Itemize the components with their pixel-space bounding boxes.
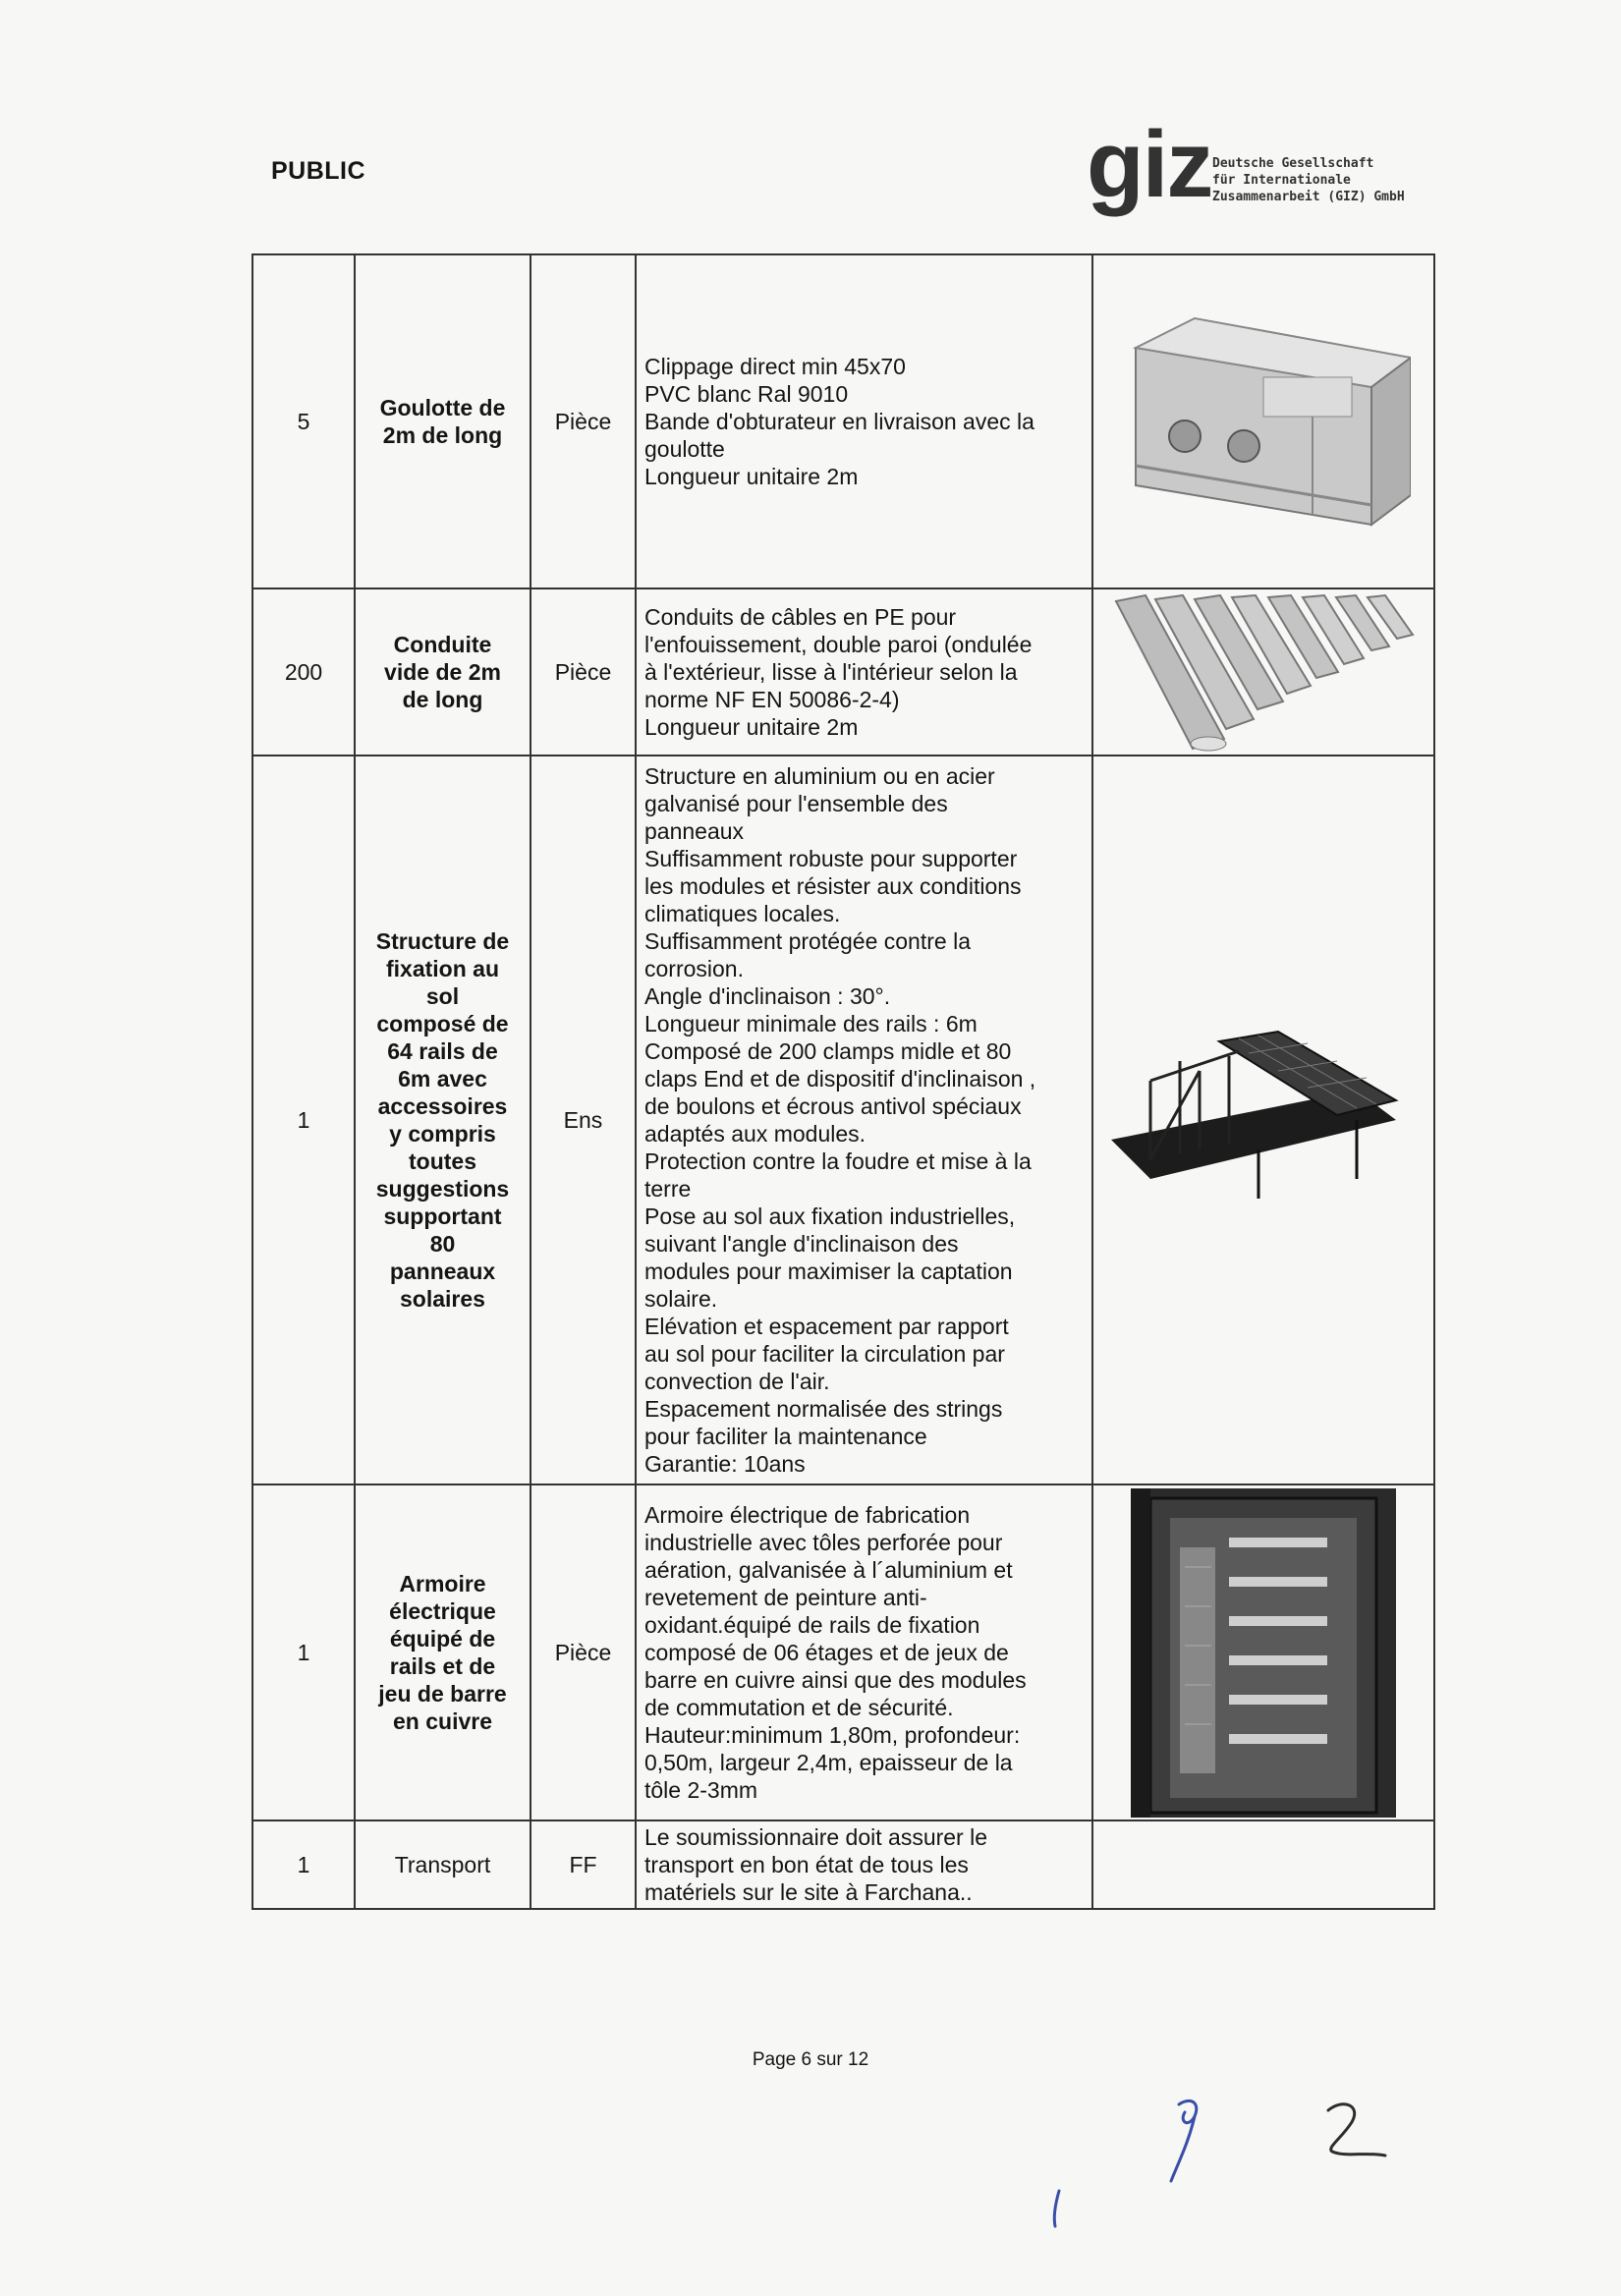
spec-line: Hauteur:minimum 1,80m, profondeur:: [644, 1722, 1021, 1748]
specification-cell: [636, 1484, 1092, 1820]
handwritten-initials: [1041, 2083, 1415, 2240]
spec-line: barre en cuivre ainsi que des modules: [644, 1667, 1027, 1693]
unit-cell: Pièce: [531, 1484, 636, 1820]
designation-cell: [355, 1484, 531, 1820]
page-number: Page 6 sur 12: [752, 2049, 869, 2070]
spec-line: composé de 06 étages et de jeux de: [644, 1640, 1009, 1665]
spec-line: Longueur minimale des rails : 6m: [644, 1011, 978, 1036]
unit-cell: FF: [531, 1820, 636, 1909]
spec-line: aération, galvanisée à l´aluminium et: [644, 1557, 1013, 1583]
spec-line: modules pour maximiser la captation: [644, 1259, 1013, 1284]
designation-line: supportant: [383, 1204, 502, 1229]
designation-cell: [355, 1820, 531, 1909]
spec-line: tôle 2-3mm: [644, 1777, 758, 1803]
spec-line: 0,50m, largeur 2,4m, epaisseur de la: [644, 1750, 1013, 1775]
logo-line: Zusammenarbeit (GIZ) GmbH: [1212, 190, 1405, 204]
spec-line: suivant l'angle d'inclinaison des: [644, 1231, 959, 1257]
spec-line: terre: [644, 1176, 692, 1202]
image-cell: [1092, 254, 1434, 588]
spec-line: galvanisé pour l'ensemble des: [644, 791, 948, 816]
spec-line: Bande d'obturateur en livraison avec la: [644, 409, 1034, 434]
designation-line: y compris: [389, 1121, 496, 1147]
quantity-cell: 1: [252, 756, 355, 1484]
table-row: [252, 1820, 1434, 1909]
table-row: [252, 1484, 1434, 1820]
designation-cell: [355, 254, 531, 588]
spec-line: climatiques locales.: [644, 901, 841, 926]
spec-line: l'enfouissement, double paroi (ondulée: [644, 632, 1033, 657]
designation-line: sol: [425, 983, 460, 1009]
table-row: [252, 588, 1434, 756]
designation-line: Structure de: [375, 928, 510, 954]
image-cell: [1092, 1484, 1434, 1820]
spec-line: PVC blanc Ral 9010: [644, 381, 849, 407]
designation-line: vide de 2m: [384, 659, 501, 685]
designation-line: en cuivre: [393, 1708, 492, 1734]
spec-line: de boulons et écrous antivol spéciaux: [644, 1093, 1022, 1119]
designation-line: de long: [402, 687, 483, 712]
spec-line: à l'extérieur, lisse à l'intérieur selon la: [644, 659, 1018, 685]
quantity-cell: 5: [252, 254, 355, 588]
designation-line: Goulotte de: [379, 395, 506, 420]
designation-line: jeu de barre: [378, 1681, 507, 1707]
spec-line: Pose au sol aux fixation industrielles,: [644, 1204, 1016, 1229]
designation-line: suggestions: [375, 1176, 510, 1202]
designation-line: 2m de long: [382, 422, 503, 448]
image-cell: [1092, 756, 1434, 1484]
spec-line: oxidant.équipé de rails de fixation: [644, 1612, 980, 1638]
spec-line: corrosion.: [644, 956, 744, 981]
classification-label: PUBLIC: [271, 157, 366, 185]
spec-line: Espacement normalisée des strings: [644, 1396, 1003, 1422]
specification-cell: [636, 756, 1092, 1484]
specification-cell: [636, 1820, 1092, 1909]
unit-cell: Ens: [531, 756, 636, 1484]
pe-conduit-pipes-photo: [1106, 591, 1421, 754]
spec-line: matériels sur le site à Farchana..: [644, 1879, 973, 1905]
designation-line: composé de: [376, 1011, 509, 1036]
spec-line: norme NF EN 50086-2-4): [644, 687, 900, 712]
spec-line: transport en bon état de tous les: [644, 1852, 969, 1877]
spec-line: Conduits de câbles en PE pour: [644, 604, 957, 630]
spec-line: revetement de peinture anti-: [644, 1585, 927, 1610]
spec-line: convection de l'air.: [644, 1369, 830, 1394]
spec-line: Garantie: 10ans: [644, 1451, 806, 1477]
designation-line: 64 rails de: [387, 1038, 498, 1064]
spec-line: Armoire électrique de fabrication: [644, 1502, 971, 1528]
designation-cell: [355, 756, 531, 1484]
designation-line: 80: [429, 1231, 456, 1257]
designation-line: solaires: [400, 1286, 485, 1312]
designation-line: Transport: [394, 1852, 491, 1877]
specification-cell: [636, 254, 1092, 588]
image-cell: [1092, 588, 1434, 756]
spec-line: au sol pour faciliter la circulation par: [644, 1341, 1005, 1367]
table-row: [252, 756, 1434, 1484]
spec-line: adaptés aux modules.: [644, 1121, 866, 1147]
spec-line: Suffisamment robuste pour supporter: [644, 846, 1018, 871]
quantity-cell: 1: [252, 1484, 355, 1820]
unit-cell: Pièce: [531, 588, 636, 756]
spec-line: Clippage direct min 45x70: [644, 354, 906, 379]
spec-line: Structure en aluminium ou en acier: [644, 763, 995, 789]
spec-line: de commutation et de sécurité.: [644, 1695, 954, 1720]
spec-line: Longueur unitaire 2m: [644, 714, 859, 740]
table-row: [252, 254, 1434, 588]
spec-line: Elévation et espacement par rapport: [644, 1314, 1009, 1339]
designation-line: équipé de: [389, 1626, 496, 1652]
spec-line: pour faciliter la maintenance: [644, 1424, 927, 1449]
spec-line: goulotte: [644, 436, 725, 462]
designation-line: fixation au: [385, 956, 499, 981]
electrical-cabinet-photo: [1131, 1488, 1396, 1818]
cable-trunking-photo: [1116, 299, 1411, 544]
designation-line: accessoires: [377, 1093, 508, 1119]
logo-line: für Internationale: [1212, 173, 1351, 188]
spec-line: claps End et de dispositif d'inclinaison ,: [644, 1066, 1036, 1092]
spec-line: solaire.: [644, 1286, 718, 1312]
specification-cell: [636, 588, 1092, 756]
unit-cell: Pièce: [531, 254, 636, 588]
designation-line: Conduite: [393, 632, 492, 657]
spec-line: Longueur unitaire 2m: [644, 464, 859, 489]
designation-line: panneaux: [389, 1259, 496, 1284]
designation-line: toutes: [409, 1148, 476, 1174]
designation-line: rails et de: [389, 1653, 496, 1679]
designation-line: 6m avec: [398, 1066, 487, 1092]
spec-line: Suffisamment protégée contre la: [644, 928, 971, 954]
designation-line: électrique: [389, 1598, 496, 1624]
spec-line: Le soumissionnaire doit assurer le: [644, 1824, 988, 1850]
spec-line: Composé de 200 clamps midle et 80: [644, 1038, 1012, 1064]
giz-logo-text: [1212, 155, 1448, 205]
logo-line: Deutsche Gesellschaft: [1212, 156, 1374, 171]
giz-logo-mark: giz: [1087, 112, 1212, 217]
spec-line: panneaux: [644, 818, 745, 844]
spec-line: industrielle avec tôles perforée pour: [644, 1530, 1003, 1555]
spec-line: Protection contre la foudre et mise à la: [644, 1148, 1032, 1174]
solar-mounting-structure-photo: [1111, 1022, 1416, 1218]
quantity-cell: 200: [252, 588, 355, 756]
image-cell: [1092, 1820, 1434, 1909]
quantity-cell: 1: [252, 1820, 355, 1909]
specification-table: [252, 253, 1435, 1910]
designation-cell: [355, 588, 531, 756]
spec-line: Angle d'inclinaison : 30°.: [644, 983, 891, 1009]
designation-line: Armoire: [399, 1571, 486, 1596]
spec-line: les modules et résister aux conditions: [644, 873, 1022, 899]
